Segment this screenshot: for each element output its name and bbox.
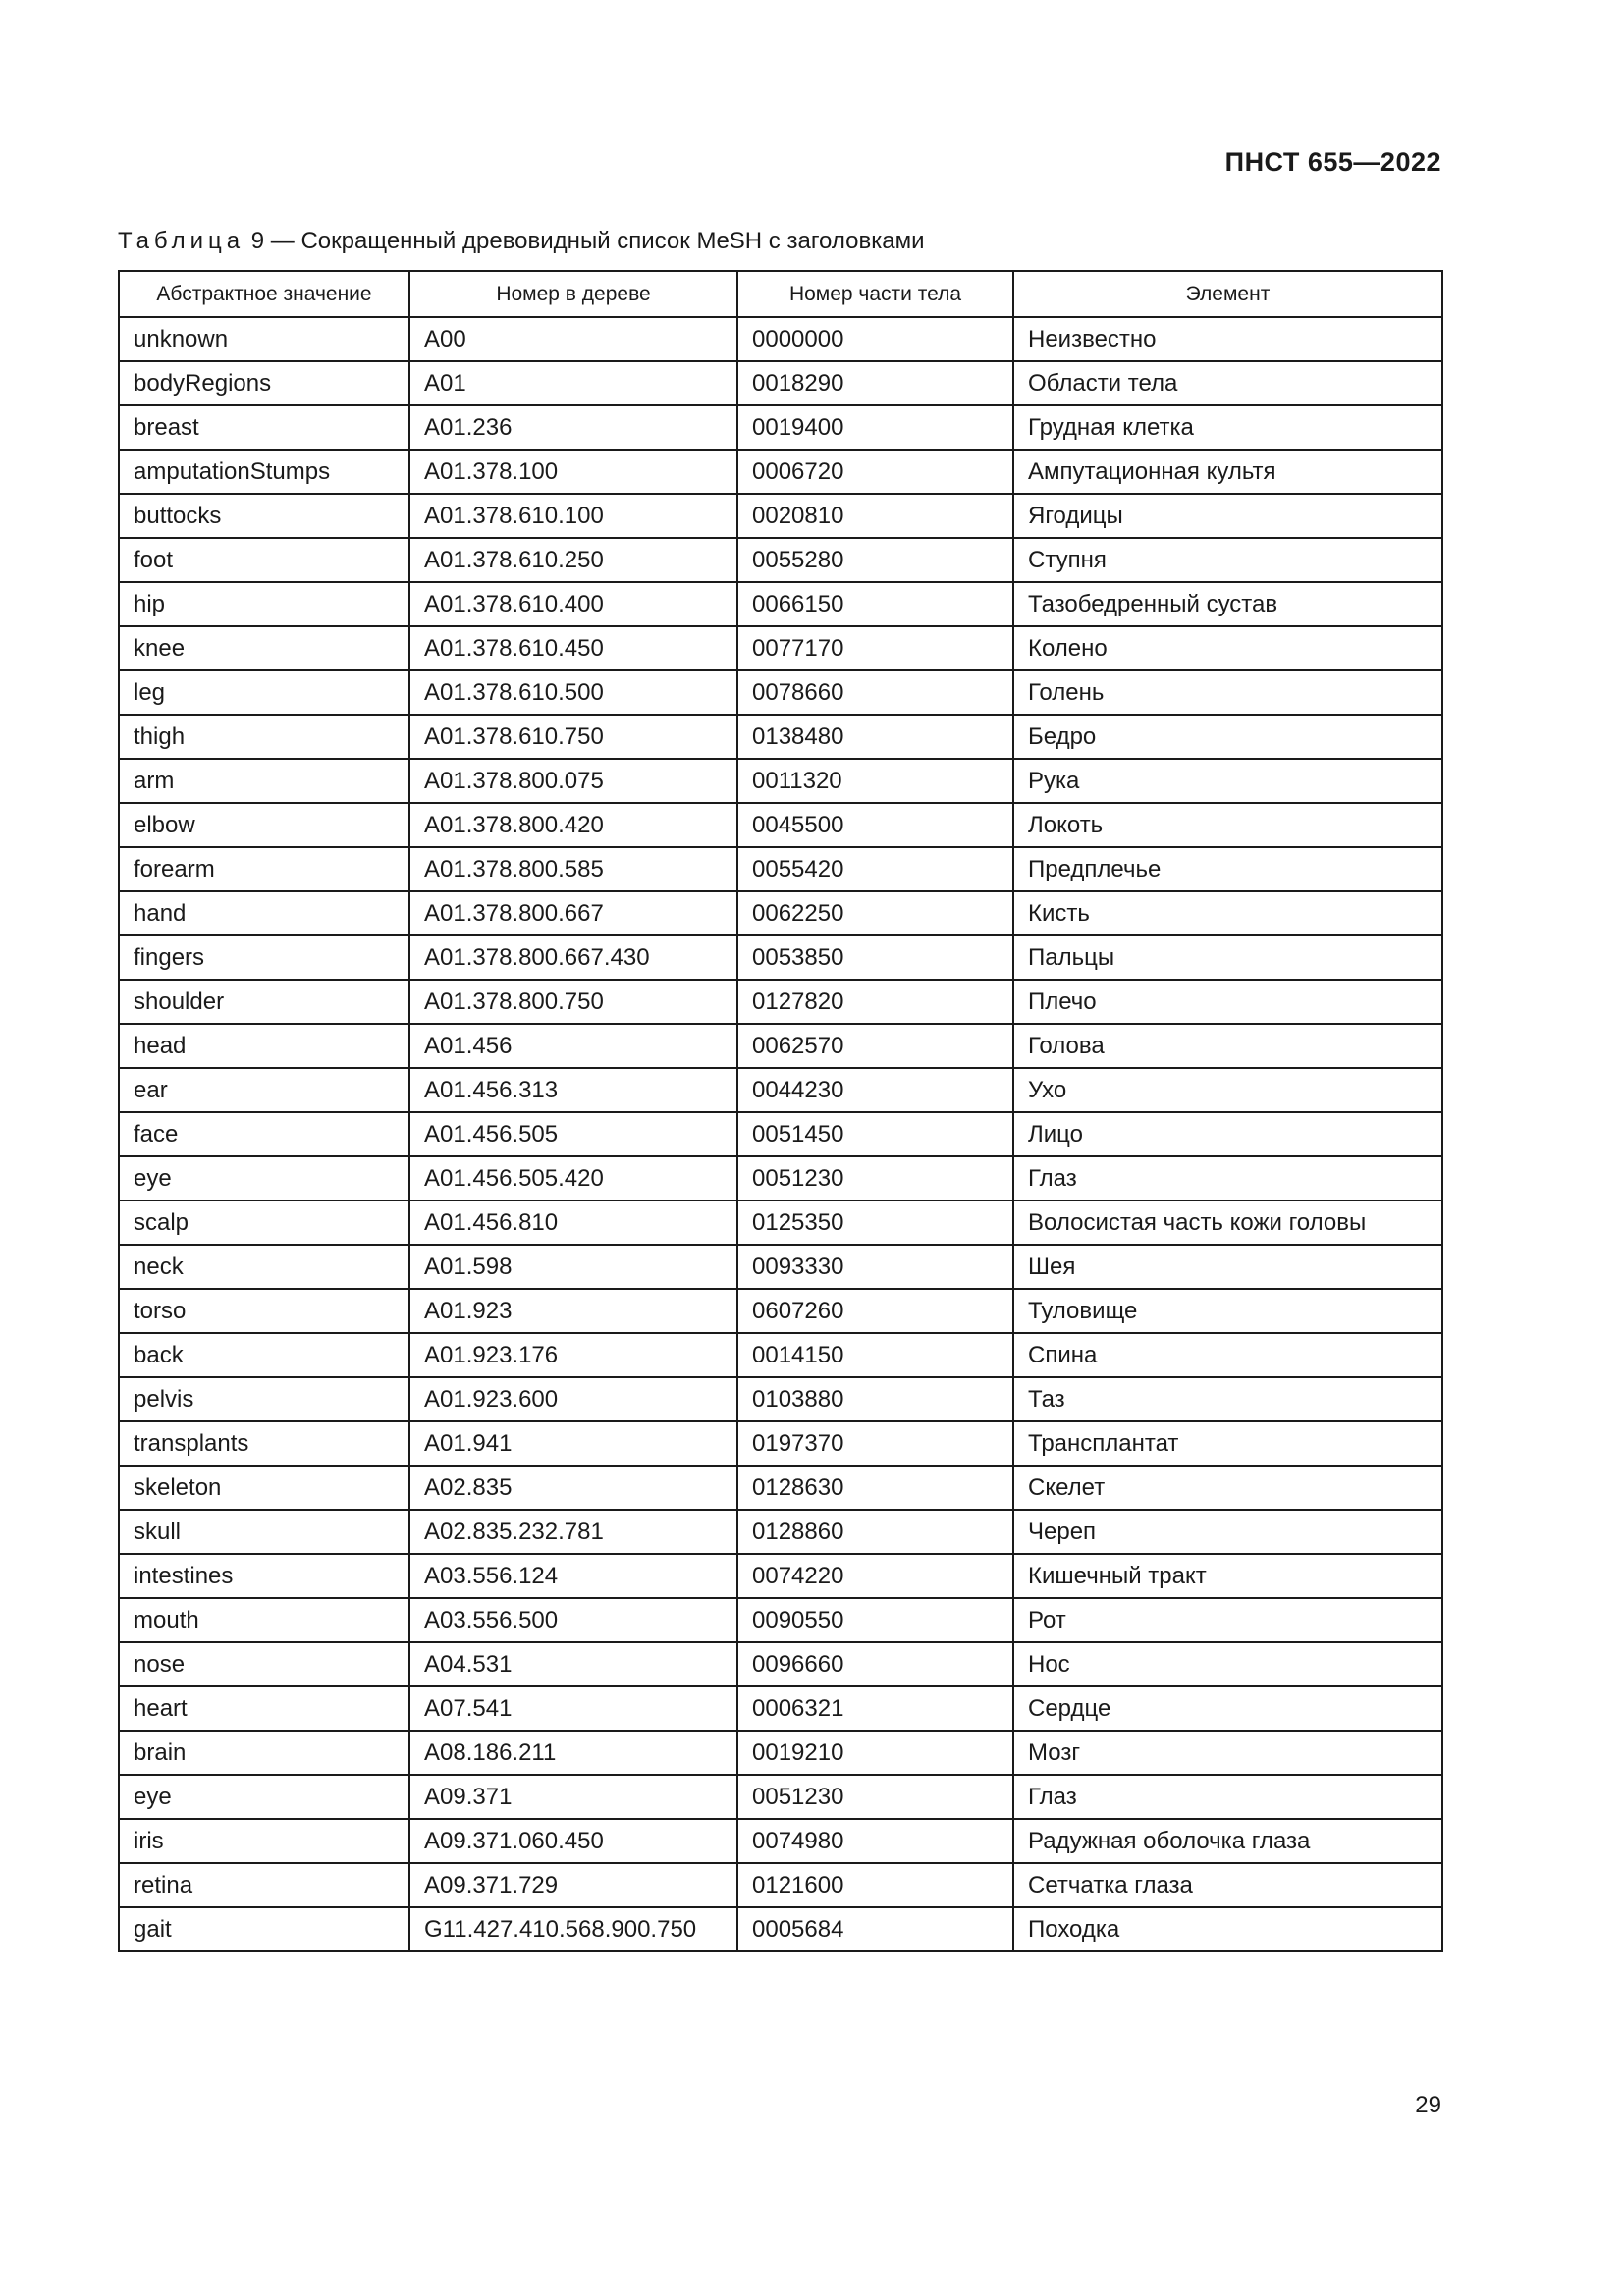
table-row: [119, 1731, 1442, 1775]
abstract-value-cell: hand: [119, 891, 409, 935]
element-cell: Волосистая часть кожи головы: [1013, 1201, 1442, 1245]
tree-number-cell: A01.456.505: [409, 1112, 737, 1156]
abstract-value-cell: torso: [119, 1289, 409, 1333]
abstract-value-cell: buttocks: [119, 494, 409, 538]
abstract-value-cell: heart: [119, 1686, 409, 1731]
abstract-value-cell: amputationStumps: [119, 450, 409, 494]
document-id: ПНСТ 655—2022: [1224, 147, 1441, 177]
tree-number-cell: A01.236: [409, 405, 737, 450]
tree-number-cell: A01.378.800.667: [409, 891, 737, 935]
element-cell: Грудная клетка: [1013, 405, 1442, 450]
abstract-value-cell: eye: [119, 1156, 409, 1201]
tree-number-cell: A01.941: [409, 1421, 737, 1466]
element-cell: Бедро: [1013, 715, 1442, 759]
tree-number-cell: A01.598: [409, 1245, 737, 1289]
tree-number-cell: G11.427.410.568.900.750: [409, 1907, 737, 1951]
table-header-row: [119, 271, 1442, 317]
tree-number-cell: A00: [409, 317, 737, 361]
body-part-number-cell: 0128860: [737, 1510, 1013, 1554]
body-part-number-cell: 0066150: [737, 582, 1013, 626]
tree-number-cell: A08.186.211: [409, 1731, 737, 1775]
body-part-number-cell: 0000000: [737, 317, 1013, 361]
body-part-number-cell: 0127820: [737, 980, 1013, 1024]
abstract-value-cell: neck: [119, 1245, 409, 1289]
body-part-number-cell: 0096660: [737, 1642, 1013, 1686]
element-cell: Пальцы: [1013, 935, 1442, 980]
table-row: [119, 759, 1442, 803]
table-caption-text: 9 — Сокращенный древовидный список MeSH с заголовками: [250, 228, 925, 254]
tree-number-cell: A01.378.610.450: [409, 626, 737, 670]
abstract-value-cell: arm: [119, 759, 409, 803]
element-cell: Голова: [1013, 1024, 1442, 1068]
body-part-number-cell: 0074220: [737, 1554, 1013, 1598]
table-row: [119, 317, 1442, 361]
element-cell: Сердце: [1013, 1686, 1442, 1731]
element-cell: Рука: [1013, 759, 1442, 803]
body-part-number-cell: 0005684: [737, 1907, 1013, 1951]
abstract-value-cell: head: [119, 1024, 409, 1068]
body-part-number-cell: 0078660: [737, 670, 1013, 715]
body-part-number-cell: 0077170: [737, 626, 1013, 670]
column-header: Номер части тела: [737, 271, 1013, 317]
tree-number-cell: A02.835: [409, 1466, 737, 1510]
tree-number-cell: A01.378.610.250: [409, 538, 737, 582]
tree-number-cell: A09.371.060.450: [409, 1819, 737, 1863]
body-part-number-cell: 0051230: [737, 1156, 1013, 1201]
abstract-value-cell: elbow: [119, 803, 409, 847]
abstract-value-cell: forearm: [119, 847, 409, 891]
tree-number-cell: A01.456.810: [409, 1201, 737, 1245]
element-cell: Скелет: [1013, 1466, 1442, 1510]
body-part-number-cell: 0051450: [737, 1112, 1013, 1156]
table-row: [119, 1510, 1442, 1554]
tree-number-cell: A01.378.800.750: [409, 980, 737, 1024]
element-cell: Ягодицы: [1013, 494, 1442, 538]
element-cell: Ампутационная культя: [1013, 450, 1442, 494]
tree-number-cell: A07.541: [409, 1686, 737, 1731]
element-cell: Нос: [1013, 1642, 1442, 1686]
page-number: 29: [1415, 2092, 1441, 2118]
abstract-value-cell: hip: [119, 582, 409, 626]
table-row: [119, 803, 1442, 847]
body-part-number-cell: 0103880: [737, 1377, 1013, 1421]
body-part-number-cell: 0019210: [737, 1731, 1013, 1775]
table-row: [119, 1024, 1442, 1068]
table-row: [119, 1775, 1442, 1819]
body-part-number-cell: 0011320: [737, 759, 1013, 803]
body-part-number-cell: 0053850: [737, 935, 1013, 980]
abstract-value-cell: pelvis: [119, 1377, 409, 1421]
abstract-value-cell: skeleton: [119, 1466, 409, 1510]
abstract-value-cell: skull: [119, 1510, 409, 1554]
tree-number-cell: A01.378.610.100: [409, 494, 737, 538]
abstract-value-cell: nose: [119, 1642, 409, 1686]
element-cell: Череп: [1013, 1510, 1442, 1554]
table-row: [119, 1068, 1442, 1112]
body-part-number-cell: 0062570: [737, 1024, 1013, 1068]
table-row: [119, 494, 1442, 538]
element-cell: Радужная оболочка глаза: [1013, 1819, 1442, 1863]
element-cell: Колено: [1013, 626, 1442, 670]
body-part-number-cell: 0006720: [737, 450, 1013, 494]
abstract-value-cell: mouth: [119, 1598, 409, 1642]
tree-number-cell: A01.378.800.585: [409, 847, 737, 891]
column-header: Номер в дереве: [409, 271, 737, 317]
element-cell: Кишечный тракт: [1013, 1554, 1442, 1598]
tree-number-cell: A01: [409, 361, 737, 405]
abstract-value-cell: iris: [119, 1819, 409, 1863]
abstract-value-cell: breast: [119, 405, 409, 450]
body-part-number-cell: 0090550: [737, 1598, 1013, 1642]
element-cell: Предплечье: [1013, 847, 1442, 891]
element-cell: Локоть: [1013, 803, 1442, 847]
tree-number-cell: A03.556.124: [409, 1554, 737, 1598]
tree-number-cell: A03.556.500: [409, 1598, 737, 1642]
body-part-number-cell: 0014150: [737, 1333, 1013, 1377]
mesh-table: [118, 270, 1443, 1952]
element-cell: Туловище: [1013, 1289, 1442, 1333]
body-part-number-cell: 0019400: [737, 405, 1013, 450]
table-row: [119, 361, 1442, 405]
body-part-number-cell: 0074980: [737, 1819, 1013, 1863]
table-row: [119, 1245, 1442, 1289]
body-part-number-cell: 0020810: [737, 494, 1013, 538]
table-row: [119, 891, 1442, 935]
table-row: [119, 715, 1442, 759]
tree-number-cell: A01.923.600: [409, 1377, 737, 1421]
abstract-value-cell: intestines: [119, 1554, 409, 1598]
table-row: [119, 1201, 1442, 1245]
table-caption-label: Таблица: [118, 228, 245, 254]
table-row: [119, 1421, 1442, 1466]
element-cell: Таз: [1013, 1377, 1442, 1421]
table-row: [119, 1686, 1442, 1731]
body-part-number-cell: 0062250: [737, 891, 1013, 935]
body-part-number-cell: 0051230: [737, 1775, 1013, 1819]
tree-number-cell: A09.371: [409, 1775, 737, 1819]
table-row: [119, 1642, 1442, 1686]
column-header: Абстрактное значение: [119, 271, 409, 317]
abstract-value-cell: transplants: [119, 1421, 409, 1466]
tree-number-cell: A09.371.729: [409, 1863, 737, 1907]
table-row: [119, 582, 1442, 626]
element-cell: Тазобедренный сустав: [1013, 582, 1442, 626]
table-row: [119, 1598, 1442, 1642]
abstract-value-cell: unknown: [119, 317, 409, 361]
tree-number-cell: A01.378.800.667.430: [409, 935, 737, 980]
table-row: [119, 1863, 1442, 1907]
element-cell: Ступня: [1013, 538, 1442, 582]
element-cell: Глаз: [1013, 1775, 1442, 1819]
table-row: [119, 1819, 1442, 1863]
abstract-value-cell: face: [119, 1112, 409, 1156]
tree-number-cell: A01.923: [409, 1289, 737, 1333]
abstract-value-cell: thigh: [119, 715, 409, 759]
body-part-number-cell: 0018290: [737, 361, 1013, 405]
element-cell: Трансплантат: [1013, 1421, 1442, 1466]
tree-number-cell: A01.923.176: [409, 1333, 737, 1377]
abstract-value-cell: retina: [119, 1863, 409, 1907]
body-part-number-cell: 0138480: [737, 715, 1013, 759]
abstract-value-cell: ear: [119, 1068, 409, 1112]
element-cell: Плечо: [1013, 980, 1442, 1024]
abstract-value-cell: foot: [119, 538, 409, 582]
table-caption: [118, 228, 925, 255]
table-row: [119, 1112, 1442, 1156]
table-row: [119, 1907, 1442, 1951]
table-row: [119, 1156, 1442, 1201]
table-body: [119, 317, 1442, 1951]
table-row: [119, 670, 1442, 715]
tree-number-cell: A01.378.800.420: [409, 803, 737, 847]
abstract-value-cell: eye: [119, 1775, 409, 1819]
abstract-value-cell: shoulder: [119, 980, 409, 1024]
table-row: [119, 1333, 1442, 1377]
element-cell: Кисть: [1013, 891, 1442, 935]
body-part-number-cell: 0197370: [737, 1421, 1013, 1466]
table-row: [119, 847, 1442, 891]
table-row: [119, 405, 1442, 450]
body-part-number-cell: 0006321: [737, 1686, 1013, 1731]
table-row: [119, 1377, 1442, 1421]
table-row: [119, 1466, 1442, 1510]
table-row: [119, 935, 1442, 980]
element-cell: Рот: [1013, 1598, 1442, 1642]
element-cell: Неизвестно: [1013, 317, 1442, 361]
body-part-number-cell: 0055420: [737, 847, 1013, 891]
body-part-number-cell: 0121600: [737, 1863, 1013, 1907]
tree-number-cell: A01.456.313: [409, 1068, 737, 1112]
table-row: [119, 626, 1442, 670]
element-cell: Области тела: [1013, 361, 1442, 405]
abstract-value-cell: knee: [119, 626, 409, 670]
abstract-value-cell: bodyRegions: [119, 361, 409, 405]
table-row: [119, 1289, 1442, 1333]
tree-number-cell: A01.378.610.400: [409, 582, 737, 626]
body-part-number-cell: 0607260: [737, 1289, 1013, 1333]
tree-number-cell: A02.835.232.781: [409, 1510, 737, 1554]
element-cell: Голень: [1013, 670, 1442, 715]
body-part-number-cell: 0044230: [737, 1068, 1013, 1112]
abstract-value-cell: back: [119, 1333, 409, 1377]
element-cell: Походка: [1013, 1907, 1442, 1951]
table-row: [119, 538, 1442, 582]
tree-number-cell: A01.456: [409, 1024, 737, 1068]
body-part-number-cell: 0093330: [737, 1245, 1013, 1289]
tree-number-cell: A01.456.505.420: [409, 1156, 737, 1201]
element-cell: Спина: [1013, 1333, 1442, 1377]
tree-number-cell: A01.378.100: [409, 450, 737, 494]
abstract-value-cell: brain: [119, 1731, 409, 1775]
table-row: [119, 450, 1442, 494]
body-part-number-cell: 0125350: [737, 1201, 1013, 1245]
table-row: [119, 980, 1442, 1024]
tree-number-cell: A01.378.610.500: [409, 670, 737, 715]
abstract-value-cell: fingers: [119, 935, 409, 980]
table-row: [119, 1554, 1442, 1598]
body-part-number-cell: 0128630: [737, 1466, 1013, 1510]
tree-number-cell: A01.378.800.075: [409, 759, 737, 803]
body-part-number-cell: 0055280: [737, 538, 1013, 582]
body-part-number-cell: 0045500: [737, 803, 1013, 847]
element-cell: Шея: [1013, 1245, 1442, 1289]
element-cell: Глаз: [1013, 1156, 1442, 1201]
tree-number-cell: A01.378.610.750: [409, 715, 737, 759]
abstract-value-cell: leg: [119, 670, 409, 715]
abstract-value-cell: scalp: [119, 1201, 409, 1245]
column-header: Элемент: [1013, 271, 1442, 317]
element-cell: Сетчатка глаза: [1013, 1863, 1442, 1907]
tree-number-cell: A04.531: [409, 1642, 737, 1686]
element-cell: Мозг: [1013, 1731, 1442, 1775]
table-header: [119, 271, 1442, 317]
element-cell: Ухо: [1013, 1068, 1442, 1112]
element-cell: Лицо: [1013, 1112, 1442, 1156]
abstract-value-cell: gait: [119, 1907, 409, 1951]
